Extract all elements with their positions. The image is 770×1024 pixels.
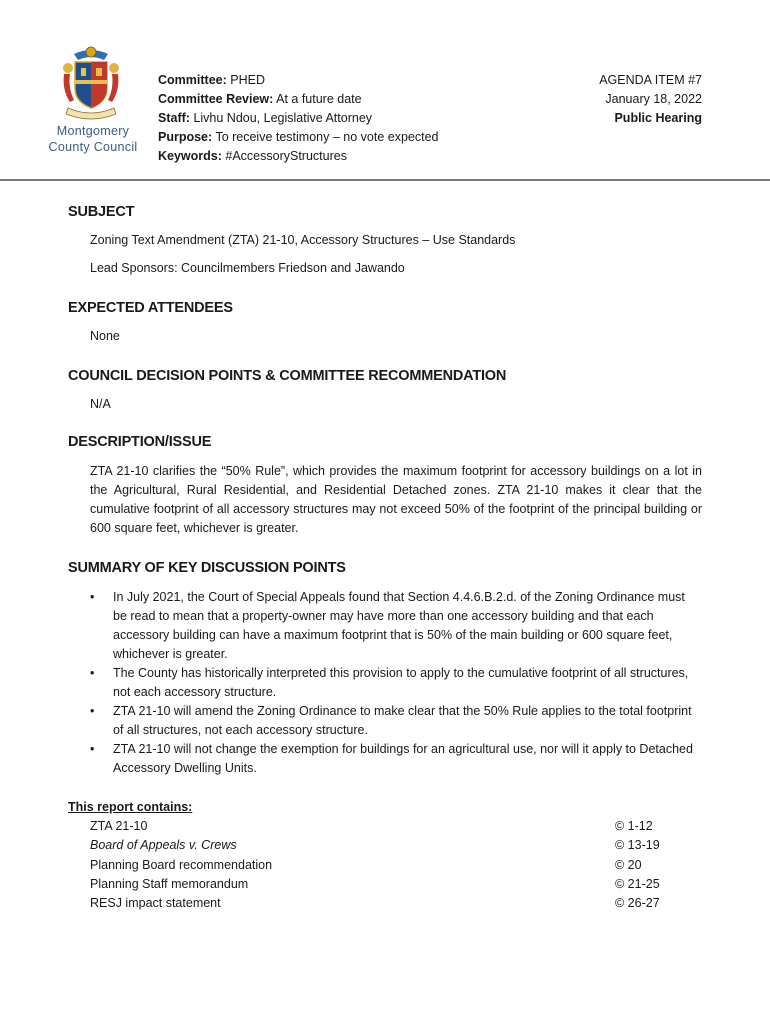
- meta-committee: Committee: PHED: [158, 73, 265, 87]
- list-item: • ZTA 21-10 will amend the Zoning Ordinance to make clear that the 50% Rule applies to the total footprint of all structures, not each accessory structure.: [90, 704, 692, 737]
- agenda-item: AGENDA ITEM #7: [599, 73, 702, 87]
- attendees-body: None: [90, 329, 120, 343]
- summary-heading: SUMMARY OF KEY DISCUSSION POINTS: [68, 560, 346, 576]
- bullet-icon: •: [90, 742, 95, 756]
- county-seal-logo: [60, 44, 122, 124]
- meta-staff: Staff: Livhu Ndou, Legislative Attorney: [158, 111, 373, 125]
- decision-body: N/A: [90, 397, 111, 411]
- subject-body: [90, 231, 702, 278]
- bullet-icon: •: [90, 666, 95, 680]
- subject-line: Zoning Text Amendment (ZTA) 21-10, Accessory Structures – Use Standards: [90, 233, 516, 247]
- bullet-icon: •: [90, 590, 95, 604]
- report-contents-heading: This report contains:: [68, 800, 193, 814]
- list-item: ZTA 21-10 © 1-12: [90, 819, 653, 833]
- bullet-icon: •: [90, 704, 95, 718]
- list-item: Board of Appeals v. Crews © 13-19: [90, 838, 660, 853]
- council-name: Montgomery County Council: [48, 124, 138, 154]
- list-item: RESJ impact statement © 26-27: [90, 896, 660, 911]
- subject-heading: SUBJECT: [68, 204, 135, 220]
- sponsors-line: Lead Sponsors: Councilmembers Friedson and Jawando: [90, 261, 405, 275]
- report-contents-list: [90, 817, 670, 913]
- summary-bullet-list: [90, 588, 702, 778]
- attendees-heading: EXPECTED ATTENDEES: [68, 300, 233, 316]
- agenda-hearing-type: Public Hearing: [614, 111, 702, 125]
- page-header: [0, 0, 770, 182]
- list-item: Planning Board recommendation © 20: [90, 857, 642, 872]
- meta-keywords: Keywords: #AccessoryStructures: [158, 149, 347, 163]
- agenda-date: January 18, 2022: [605, 92, 702, 106]
- meta-block: [158, 71, 438, 166]
- list-item: • The County has historically interpreted this provision to apply to the cumulative footprint of all structures, not each accessory structure.: [90, 666, 689, 699]
- list-item: • In July 2021, the Court of Special Appeals found that Section 4.4.6.B.2.d. of the Zoning Ordinance must be read to mean that a property-owner may have more than one accessory building and that each accessory building can have a maximum footprint that is 50% of the main building or 600 square feet, whichever is greater.: [90, 590, 685, 661]
- decision-heading: COUNCIL DECISION POINTS & COMMITTEE RECOMMENDATION: [68, 368, 507, 384]
- meta-purpose: Purpose: To receive testimony – no vote expected: [158, 130, 439, 144]
- header-divider: [0, 179, 770, 181]
- description-body: ZTA 21-10 clarifies the “50% Rule”, which provides the maximum footprint for accessory buildings on a lot in the Agricultural, Rural Residential, and Residential Detached zones. ZTA 21-10 makes it clear that the cumulative footprint of all accessory structures may not exceed 50% of the footprint of the principal building or 600 square feet, whichever is greater.: [90, 464, 702, 535]
- agenda-block: [599, 71, 702, 128]
- meta-committee-review: Committee Review: At a future date: [158, 92, 362, 106]
- list-item: • ZTA 21-10 will not change the exemption for buildings for an agricultural use, nor will it apply to Detached Accessory Dwelling Units.: [90, 742, 693, 775]
- description-heading: DESCRIPTION/ISSUE: [68, 434, 212, 450]
- list-item: Planning Staff memorandum © 21-25: [90, 876, 660, 891]
